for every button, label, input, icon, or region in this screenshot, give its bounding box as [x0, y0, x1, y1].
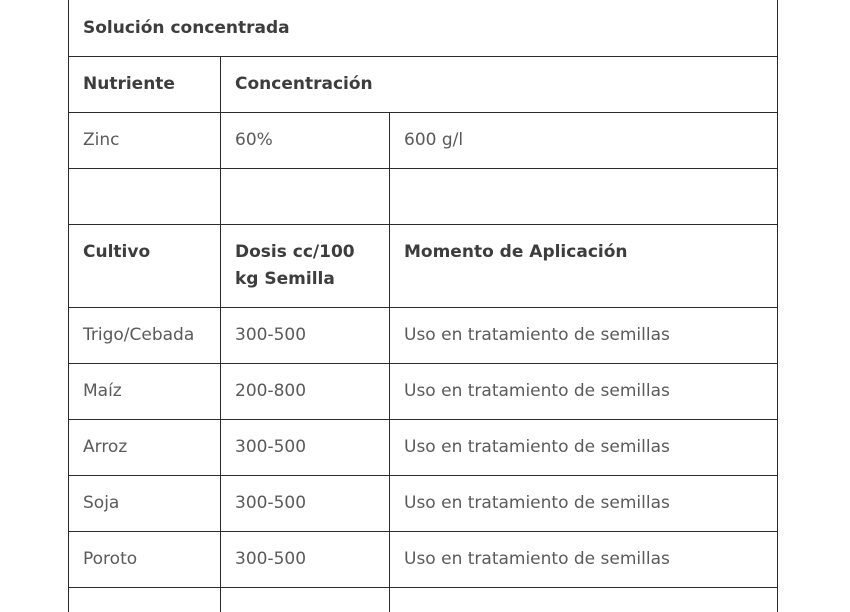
dose-cell: 300-500	[221, 308, 390, 364]
empty-row	[69, 169, 778, 225]
crop-cell: Poroto	[69, 532, 221, 588]
moment-cell: Uso en tratamiento de semillas	[390, 364, 778, 420]
table-row	[69, 476, 778, 532]
empty-cell	[221, 169, 390, 225]
moment-header-cell: Momento de Aplicación	[390, 225, 778, 308]
table-title: Solución concentrada	[69, 0, 778, 57]
moment-cell: Uso en tratamiento de semillas	[390, 420, 778, 476]
table-row	[69, 308, 778, 364]
nutrient-name-cell: Zinc	[69, 113, 221, 169]
dose-cell: 300-500	[221, 420, 390, 476]
nutrient-grams-cell: 600 g/l	[390, 113, 778, 169]
dose-cell: 300-500	[221, 532, 390, 588]
table-row	[69, 364, 778, 420]
table-title-row	[69, 0, 778, 57]
product-table	[68, 0, 778, 612]
product-table-container	[68, 0, 777, 612]
moment-cell: Uso en tratamiento de semillas	[390, 532, 778, 588]
moment-cell: Uso en tratamiento de semillas	[390, 308, 778, 364]
crop-cell: Trigo/Cebada	[69, 308, 221, 364]
table-row	[69, 532, 778, 588]
table-row	[69, 420, 778, 476]
concentration-header-cell: Concentración	[221, 57, 778, 113]
dose-cell: 200-800	[221, 364, 390, 420]
nutrient-header-cell: Nutriente	[69, 57, 221, 113]
crop-cell: Soja	[69, 476, 221, 532]
dose-header-cell: Dosis cc/100 kg Semilla	[221, 225, 390, 308]
nutrient-row	[69, 113, 778, 169]
crop-cell: Arroz	[69, 420, 221, 476]
nutrient-header-row	[69, 57, 778, 113]
crop-cell: Maíz	[69, 364, 221, 420]
empty-cell	[390, 169, 778, 225]
nutrient-percent-cell: 60%	[221, 113, 390, 169]
dose-header-row	[69, 225, 778, 308]
dose-cell: 300-500	[221, 476, 390, 532]
crop-header-cell: Cultivo	[69, 225, 221, 308]
moment-cell: Uso en tratamiento de semillas	[390, 476, 778, 532]
empty-cell	[69, 169, 221, 225]
